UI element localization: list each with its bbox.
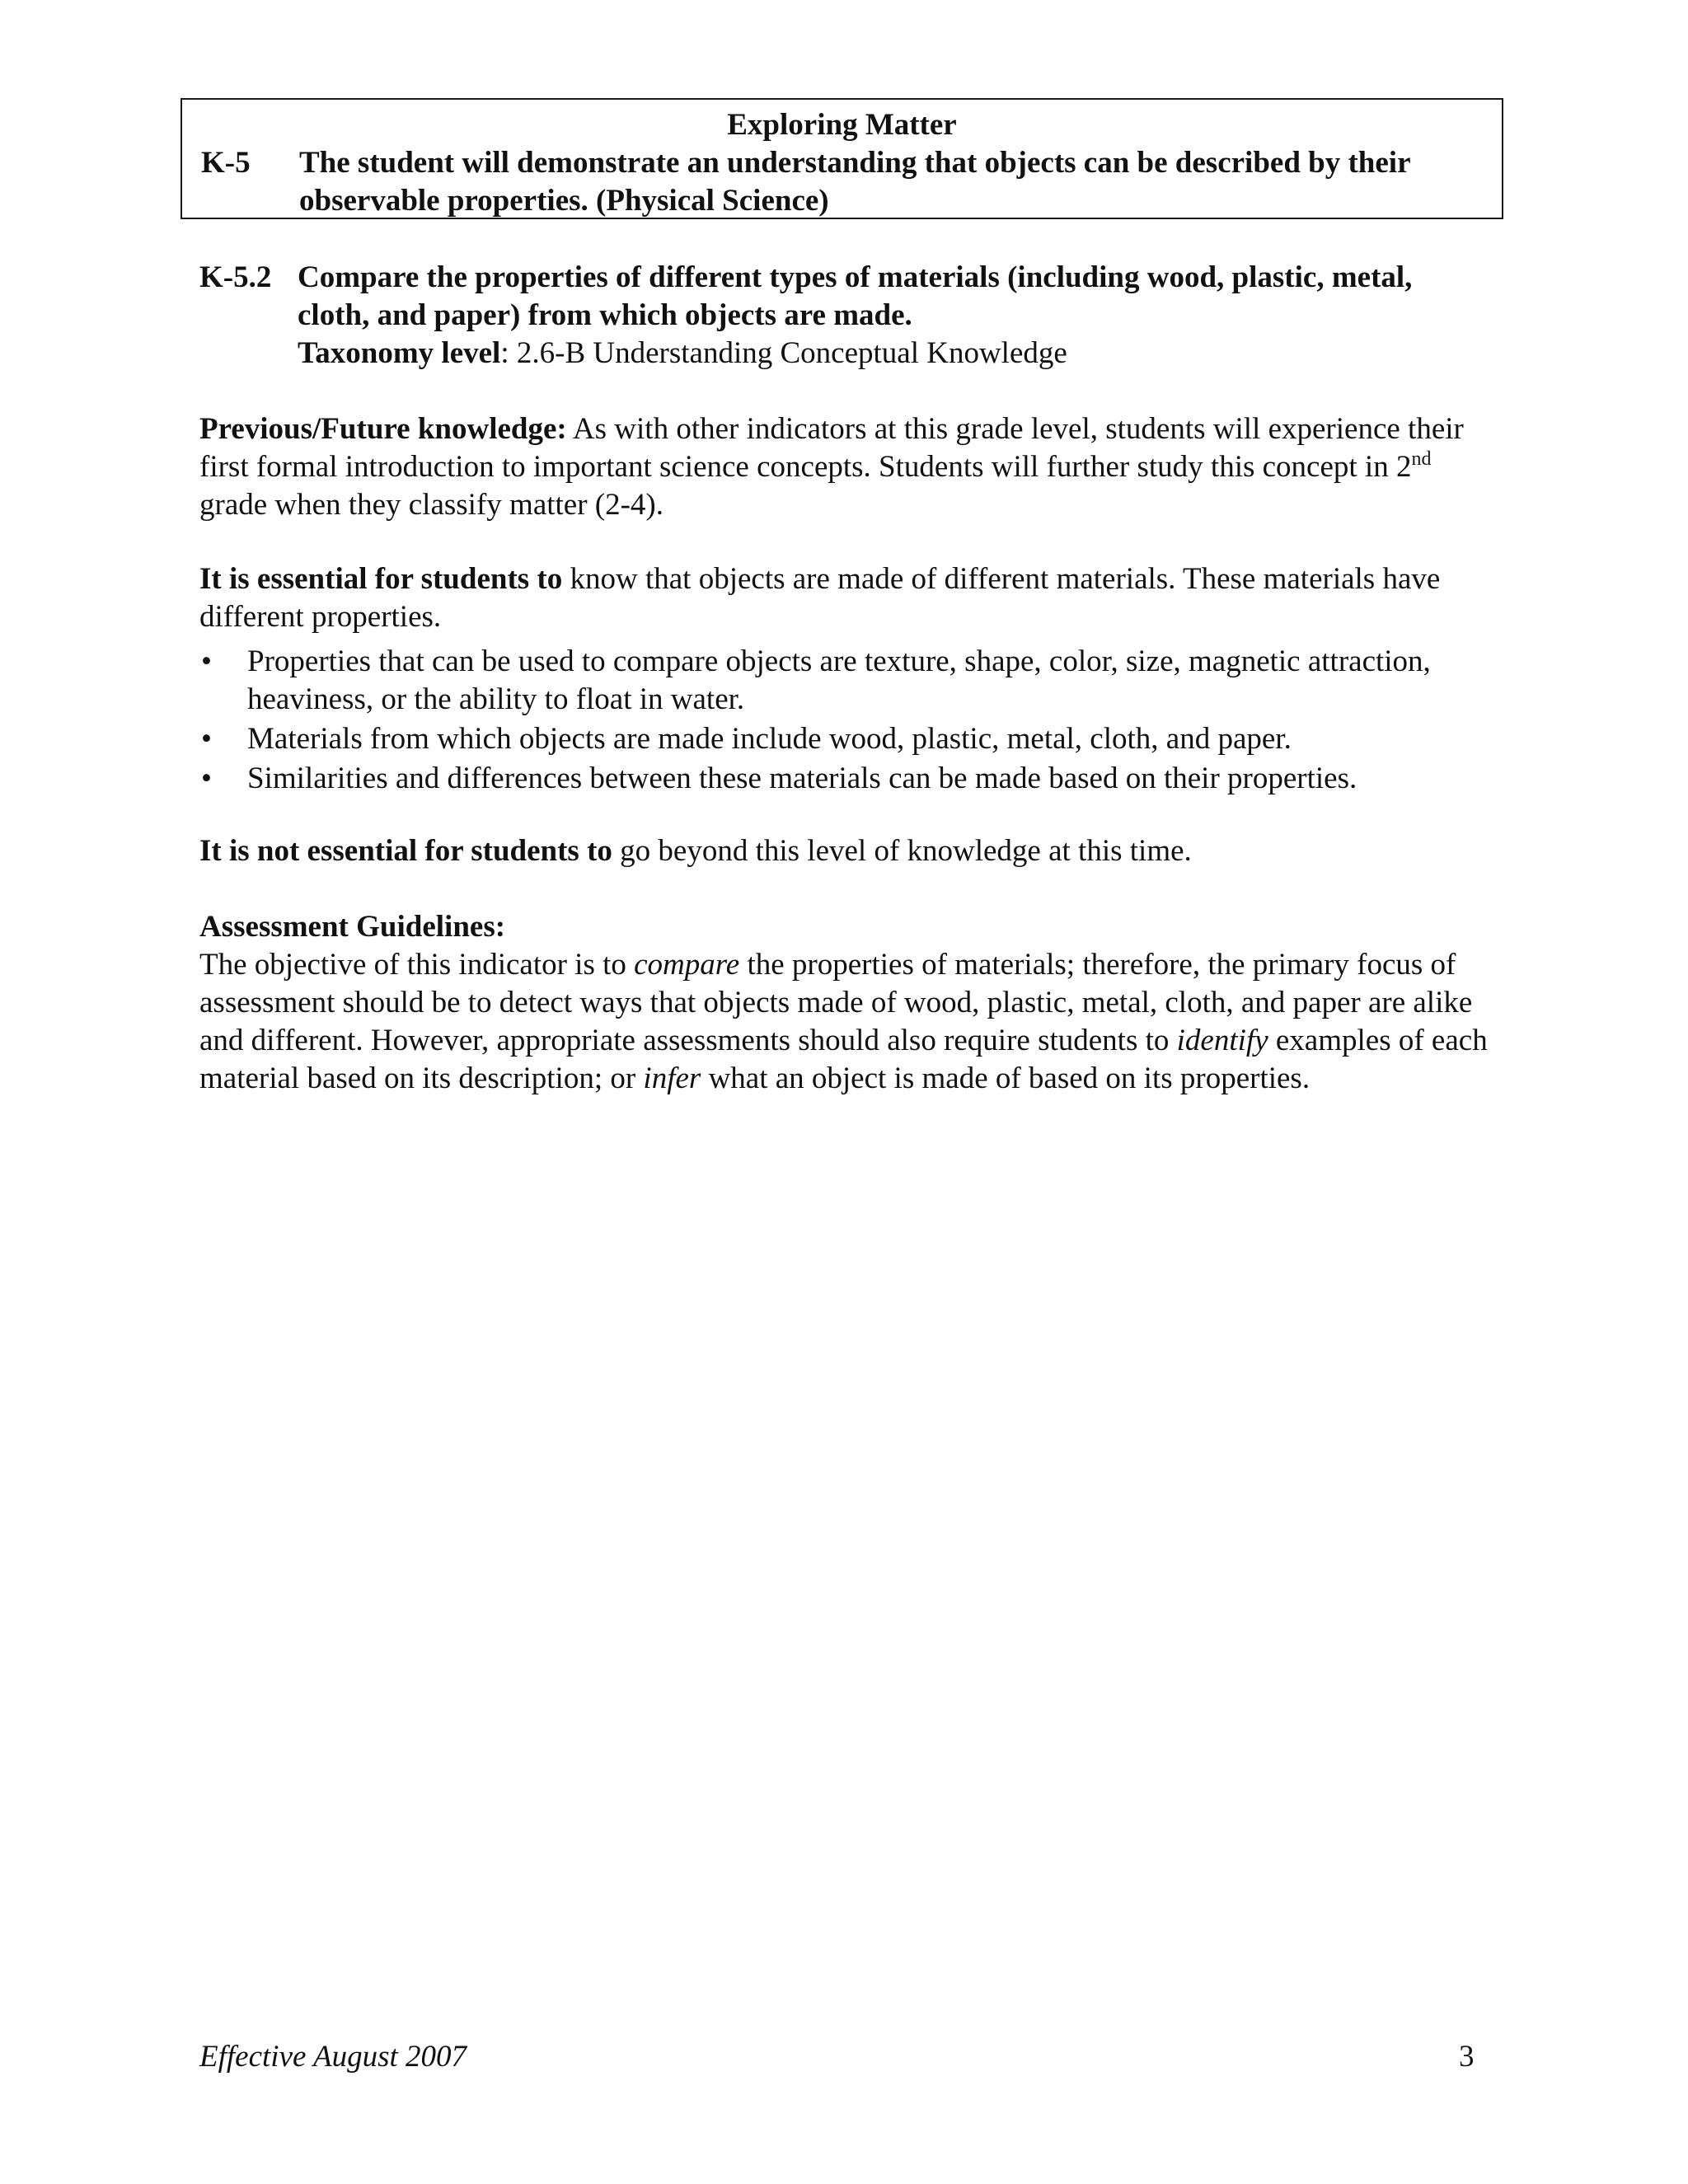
assessment-paragraph (199, 946, 1502, 1098)
bullet-text: Materials from which objects are made include wood, plastic, metal, cloth, and paper. (247, 722, 1292, 756)
standard-box (181, 98, 1503, 219)
taxonomy-line (298, 335, 1451, 373)
bullet-text: Similarities and differences between these materials can be made based on their properties. (247, 762, 1357, 795)
assessment-text-1: The objective of this indicator is to (199, 948, 635, 982)
bullet-text: Properties that can be used to compare objects are texture, shape, color, size, magnetic attraction, heaviness, or the ability to float in water. (247, 644, 1431, 716)
assessment-text-2: the properties of materials; therefore, the primary focus of assessment should be to detect ways that objects made of wood, plastic, metal, cloth, and paper are alike and different. However, appropriate assessments should also require students to (199, 948, 1473, 1057)
essential-bullet-list (199, 643, 1502, 799)
not-essential-text: go beyond this level of knowledge at this time. (612, 834, 1192, 868)
taxonomy-value: 2.6-B Understanding Conceptual Knowledge (516, 336, 1067, 370)
taxonomy-label: Taxonomy level (298, 336, 501, 370)
previous-future-paragraph (199, 410, 1502, 524)
standard-text: The student will demonstrate an understanding that objects can be described by their observable properties. (Physical Science) (299, 146, 1410, 218)
previous-future-text: As with other indicators at this grade level, students will experience their first formal introduction to important science concepts. Students will further study this concept in 2 (199, 412, 1464, 484)
bullet-icon: • (201, 722, 212, 756)
assessment-text-3: examples of each material based on its description; or (199, 1024, 1488, 1095)
assessment-text-4: what an object is made of based on its properties. (701, 1062, 1311, 1095)
list-item (199, 760, 1502, 798)
standard-code: K-5 (201, 146, 251, 180)
indicator-text: Compare the properties of different types of materials (including wood, plastic, metal, cloth, and paper) from which objects are made. (298, 260, 1413, 332)
previous-future-label: Previous/Future knowledge: (199, 412, 567, 446)
list-item (199, 720, 1502, 758)
ordinal-suffix: nd (1411, 448, 1432, 470)
previous-future-text-end: grade when they classify matter (2-4). (199, 488, 664, 522)
assessment-emphasis-infer: infer (643, 1062, 701, 1095)
essential-text: know that objects are made of different materials. These materials have different properties. (199, 562, 1441, 634)
indicator-code: K-5.2 (199, 260, 272, 294)
taxonomy-sep: : (500, 336, 509, 370)
assessment-heading: Assessment Guidelines: (199, 910, 506, 944)
assessment-emphasis-identify: identify (1176, 1024, 1268, 1057)
assessment-emphasis-compare: compare (634, 948, 740, 982)
essential-paragraph (199, 560, 1502, 636)
standard-title: Exploring Matter (727, 108, 957, 142)
not-essential-label: It is not essential for students to (199, 834, 612, 868)
bullet-icon: • (201, 762, 212, 795)
not-essential-paragraph (199, 832, 1502, 870)
bullet-icon: • (201, 644, 212, 678)
footer-effective-date: Effective August 2007 (199, 2040, 467, 2074)
list-item (199, 643, 1502, 719)
page-number: 3 (1459, 2040, 1475, 2074)
essential-label: It is essential for students to (199, 562, 563, 596)
